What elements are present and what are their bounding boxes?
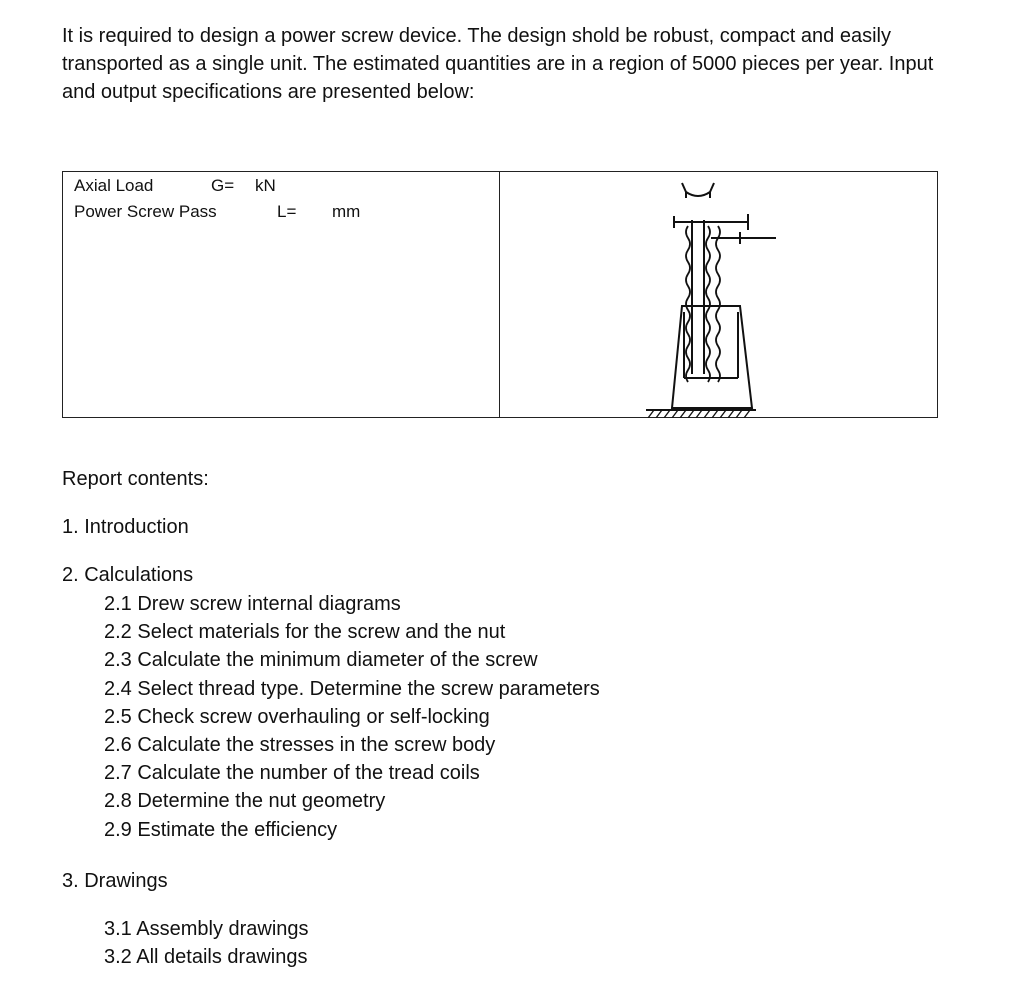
screw-jack-drawing (636, 178, 776, 418)
list-item: 2.4 Select thread type. Determine the screw parameters (104, 677, 600, 700)
list-item: 2.3 Calculate the minimum diameter of the screw (104, 649, 538, 672)
list-item: 2.1 Drew screw internal diagrams (104, 593, 401, 615)
list-item: 2.7 Calculate the number of the tread coils (104, 762, 480, 785)
drawings-title: 3. Drawings (62, 870, 168, 892)
intro-paragraph: It is required to design a power screw device. The design shold be robust, compact and easily transported as a single unit. The estimated quantities are in a region of 5000 pieces per year. Input and output specifications are presented below: (62, 25, 934, 103)
axial-load-label: Axial Load (74, 176, 154, 195)
axial-load-unit: kN (255, 176, 276, 195)
drawings-list (104, 915, 309, 971)
list-item: 2.9 Estimate the efficiency (104, 818, 338, 841)
list-item: 2.5 Check screw overhauling or self-locking (104, 705, 490, 728)
list-item: 3.2 All details drawings (104, 946, 308, 969)
list-item: 3.1 Assembly drawings (104, 918, 309, 940)
axial-load-symbol: G= (211, 176, 235, 195)
screw-pass-symbol: L= (277, 202, 297, 221)
screw-pass-unit: mm (332, 202, 361, 221)
intro-text (62, 22, 962, 106)
list-item: 2.2 Select materials for the screw and the nut (104, 621, 506, 644)
drawing-cell (500, 172, 937, 417)
spec-cell (63, 172, 500, 417)
calculations-title: 2. Calculations (62, 564, 194, 586)
screw-pass-label: Power Screw Pass (74, 202, 217, 221)
list-item: 2.8 Determine the nut geometry (104, 790, 386, 813)
introduction-item: 1. Introduction (62, 516, 189, 538)
list-item: 2.6 Calculate the stresses in the screw body (104, 733, 496, 756)
spec-table (62, 171, 938, 418)
calculations-list (104, 590, 600, 844)
report-heading: Report contents: (62, 468, 209, 490)
